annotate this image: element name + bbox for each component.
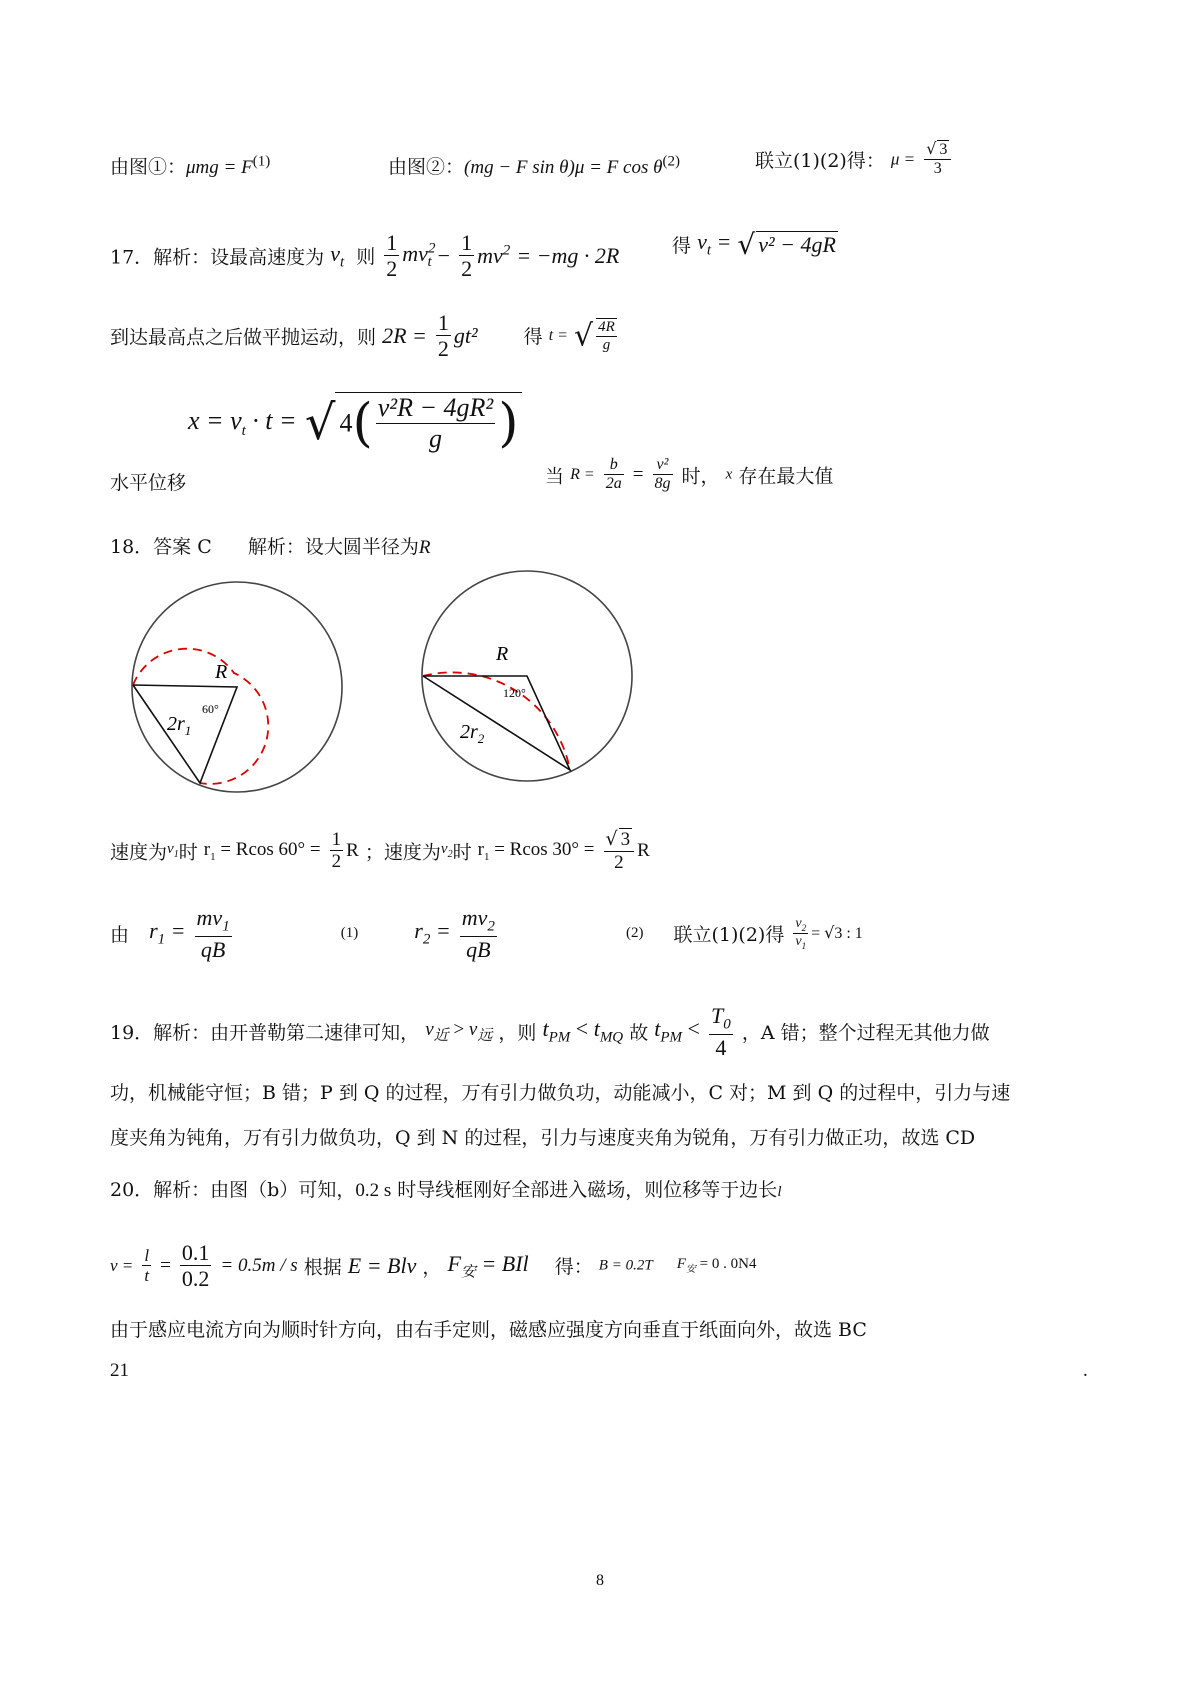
q19-head: 19．解析：由开普勒第二速律可知， <box>110 1021 420 1044</box>
text-horizontal: 水平位移 <box>110 472 187 494</box>
q21-head: 21 <box>110 1360 129 1381</box>
frac-v2-8g: $\frac{\text{v²}}{8g}$ <box>654 456 671 493</box>
eq-v: v = <box>110 1255 134 1275</box>
text-get-t: 得 <box>523 326 543 349</box>
frac-sqrt3-2: $\frac{√ 3}{2}$ <box>604 828 635 874</box>
vt-res-radicand: v² − 4gR <box>758 232 836 257</box>
text-combine: 联立(1)(2)得： <box>755 149 885 172</box>
frac-r1: $\frac{mv_1}{qB}$ <box>196 905 230 962</box>
page-number: 8 <box>596 1572 604 1589</box>
text-fig2: 由图②： <box>388 156 465 178</box>
q19-text-3: 度夹角为钝角，万有引力做负功，Q 到 N 的过程，引力与速度夹角为锐角，万有引力做正功，故选 CD <box>110 1127 976 1149</box>
ratio-tail: 3 : 1 <box>834 925 863 943</box>
text-according: 根据 <box>303 1256 342 1279</box>
dot: . <box>1083 1360 1088 1381</box>
line-21 <box>110 1360 129 1382</box>
text-when-2: 时 <box>452 841 472 864</box>
energy-rhs: = −mg · 2R <box>516 242 620 268</box>
frac-sqrt3-over-3: $\frac{√ 3}{3}$ <box>924 140 951 179</box>
text-get-20: 得： <box>554 1256 593 1279</box>
frac-half-r1: $\frac{1}{2}$ <box>331 828 342 873</box>
q20-conclusion: 由于感应电流方向为顺时针方向，由右手定则，磁感应强度方向垂直于纸面向外，故选 BC <box>110 1319 867 1341</box>
text-speed-2: ；速度为 <box>364 841 441 864</box>
line-friction-2 <box>388 152 680 179</box>
q18-answer: 18．答案 C <box>110 536 212 558</box>
tag-1: (1) <box>252 153 271 170</box>
text-join: 联立(1)(2)得 <box>673 923 785 946</box>
right-triangle <box>423 676 570 770</box>
mark-2: (2) <box>625 924 644 941</box>
tag-2: (2) <box>662 153 680 170</box>
left-label-R: R <box>215 661 228 683</box>
line-friction-3 <box>755 140 954 179</box>
R-plain-2: R <box>637 839 650 861</box>
term-mvt2: $mv^2_t$ <box>402 240 436 271</box>
line-17-result: 得 $v_t$ = √ v² − 4gR <box>672 228 836 261</box>
line-17b: 到达最高点之后做平抛运动，则 2R = $\frac{1}{2}$ gt² 得 t = √ $\frac{4R}{g}$ <box>110 310 615 362</box>
line-17c <box>110 468 186 495</box>
text-when-tail: 时， <box>681 465 720 488</box>
frac-4R-over-g: $\frac{4R}{g}$ <box>598 318 615 353</box>
frac-b-2a: $\frac{b}{2a}$ <box>605 456 622 493</box>
term-gt2: gt² <box>453 322 478 348</box>
frac-half-2: $\frac{1}{2}$ <box>461 230 473 282</box>
left-dashed-arc <box>133 649 268 784</box>
text-max: 存在最大值 <box>738 465 834 488</box>
figure-circles <box>120 568 660 808</box>
text-get: 得 <box>672 235 692 257</box>
line-18-formula: 由 $r_1$ = $\frac{mv_1}{qB}$ (1) $r_2$ = $\frac{mv_2}{qB}$ (2) 联立(1)(2)得 $\frac{v_2}{v_1}$ = √3 : 1 <box>110 905 863 962</box>
var-R: R <box>418 537 431 558</box>
frac-r2: $\frac{mv_2}{qB}$ <box>461 905 495 962</box>
eq-sign: = <box>632 463 644 485</box>
frac-half-3: $\frac{1}{2}$ <box>437 310 449 362</box>
line-19-2 <box>110 1078 1010 1105</box>
text-when: 当 <box>545 465 565 488</box>
frac-v2-v1: $\frac{v_2}{v_1}$ <box>795 915 807 951</box>
frac-T0-4: $\frac{T_0}{4}$ <box>711 1003 731 1060</box>
minus: − <box>437 242 451 268</box>
r1-rhs-2: = Rcos 30° = <box>494 838 595 860</box>
text-projectile: 到达最高点之后做平抛运动，则 <box>110 326 377 349</box>
q20-l: l <box>777 1184 782 1200</box>
eq-t: t = <box>548 326 568 344</box>
text-then-19: ，则 <box>498 1021 537 1044</box>
mark-1: (1) <box>340 924 359 941</box>
eq-horizontal-displacement: $x = v_t \cdot t$ = √ 4( $\frac{\text{v²R − 4gR²}}{g}$ ) <box>188 392 522 454</box>
text-speed-1: 速度为 <box>110 841 168 864</box>
frac-half-1: $\frac{1}{2}$ <box>386 230 398 282</box>
r1-rhs: = Rcos 60° = <box>220 838 321 860</box>
left-label-chord: $2r_1$ <box>167 713 192 738</box>
comma: ， <box>422 1256 442 1279</box>
R-plain-1: R <box>346 839 359 861</box>
q20-time: 0.2 s <box>355 1180 392 1201</box>
sqrt3: 3 <box>939 141 948 158</box>
line-21-dot <box>1083 1360 1088 1382</box>
B-result: B = 0.2T <box>598 1257 653 1274</box>
line-18-speeds: 速度为$v_1$时 $r_1 = Rcos$ 60° = $\frac{1}{2}$ R ；速度为$v_2$时 $r_1 = Rcos$ 30° = $\frac{√ 3}{2}$ R <box>110 828 650 873</box>
q19-text-2: 功，机械能守恒；B 错；P 到 Q 的过程，万有引力做负功，动能减小，C 对；M 到 Q 的过程中，引力与速 <box>110 1082 1011 1104</box>
line-20 <box>110 1175 781 1202</box>
line-18 <box>110 532 430 559</box>
eq-2R: 2R = <box>382 322 427 348</box>
q20-head: 20．解析：由图（b）可知， <box>110 1179 356 1201</box>
line-17c-max <box>545 456 833 494</box>
right-label-R: R <box>496 643 509 665</box>
frac-l-t: $\frac{l}{t}$ <box>144 1245 150 1286</box>
vel-result: = 0.5m / s <box>220 1254 298 1276</box>
text-by: 由 <box>110 923 130 946</box>
line-19-3 <box>110 1123 975 1150</box>
q20-text: 时导线框刚好全部进入磁场，则位移等于边长 <box>397 1179 778 1201</box>
line-19: 19．解析：由开普勒第二速律可知， $v_近 > v_远$ ，则 $t_{PM} < t_{MQ}$ 故 $t_{PM}$ < $\frac{T_0}{4}$ ，A 错；整个过程无其他力做 <box>110 1003 990 1060</box>
eq-mu-mg: μmg = F <box>186 157 253 178</box>
frac-01-02: $\frac{0.1}{0.2}$ <box>181 1240 210 1292</box>
F-an-rhs: = BIl <box>481 1250 529 1276</box>
text-when-1: 时 <box>178 841 198 864</box>
right-label-chord: $2r_2$ <box>460 721 485 746</box>
text-then: 则 <box>356 246 376 269</box>
vt-res: $v_t$ = <box>697 229 732 259</box>
var-vt: $v_t$ <box>330 240 345 270</box>
line-17 <box>110 230 619 282</box>
text-so: 故 <box>629 1021 649 1044</box>
eq-R: R = <box>570 465 595 483</box>
q19-A: ，A 错；整个过程无其他力做 <box>741 1021 990 1044</box>
var-x: x <box>725 466 733 483</box>
term-mv2: $mv^2$ <box>477 242 511 268</box>
eq-friction-balance: (mg − F sin θ)μ = F cos θ <box>464 157 663 178</box>
eq-E: E = Blv <box>347 1252 417 1278</box>
den-3: 3 <box>933 160 942 178</box>
line-20-formula: v = $\frac{l}{t}$ = $\frac{0.1}{0.2}$ = 0.5m / s 根据 E = Blv ， $F_安$ = BIl 得： B = 0.2T $F_安 = 0$ . 0N4 <box>110 1240 757 1292</box>
text-fig1: 由图①： <box>110 156 187 178</box>
left-label-angle: 60° <box>202 702 219 716</box>
right-label-angle: 120° <box>503 686 526 700</box>
q18-analysis: 解析：设大圆半径为 <box>247 536 419 558</box>
eq-mu-result: μ = <box>890 149 916 169</box>
line-friction <box>110 152 270 179</box>
line-20-last <box>110 1315 867 1342</box>
q17-head: 17．解析：设最高速度为 <box>110 246 325 269</box>
